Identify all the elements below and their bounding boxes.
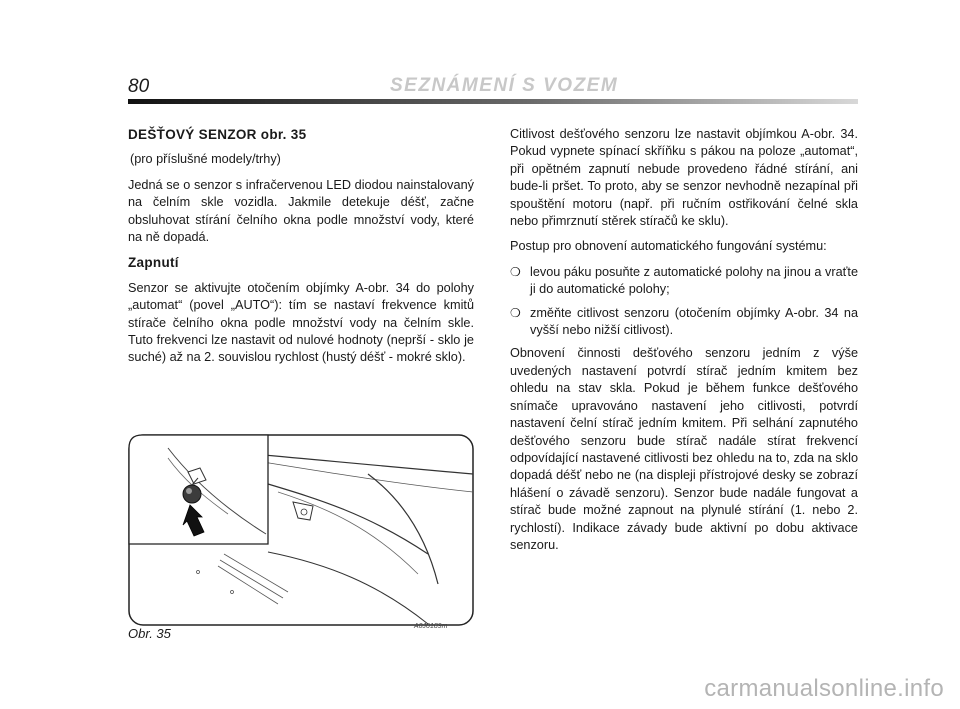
list-item <box>510 264 858 299</box>
activation-heading: Zapnutí <box>128 255 179 271</box>
list-item <box>510 305 858 340</box>
header-rule <box>128 99 858 104</box>
models-note: (pro příslušné modely/trhy) <box>130 152 281 167</box>
bullet-circle-icon: ❍ <box>510 305 521 320</box>
rain-sensor-figure <box>128 434 474 626</box>
list-item-text: změňte citlivost senzoru (otočením objímky A-obr. 34 na vyšší nebo nižší citlivost). <box>530 305 858 338</box>
sensitivity-text: Citlivost dešťového senzoru lze nastavit objímkou A-obr. 34. Pokud vypnete spínací skříňku s pákou na poloze „automat“, při opětném zapnutí nebude provedeno řádné stírání, ani bude-li pršet. To proto, aby se senzor nevhodně nezapínal při spouštění motoru (např. při ručním ostřikování čelné skla nebo přimrznutí stěrek stíračů ke sklu). <box>510 127 858 229</box>
sensor-description: Jedná se o senzor s infračervenou LED diodou nainstalovaný na čelním skle vozidla. Jakmile detekuje déšť, začne obsluhovat stírání čelního okna podle množství vody, které na ně dopadá. <box>128 177 474 245</box>
left-column <box>128 126 474 375</box>
rain-sensor-heading: DEŠŤOVÝ SENZOR obr. 35 <box>128 127 307 142</box>
bullet-circle-icon: ❍ <box>510 264 521 279</box>
watermark[interactable]: carmanualsonline.info <box>704 675 944 702</box>
figure-caption: Obr. 35 <box>128 626 171 641</box>
activation-text: Senzor se aktivujte otočením objímky A-obr. 34 do polohy „automat“ (povel „AUTO“): tím se nastaví frekvence kmitů stírače čelního okna podle množství vody na čelním skle. Tuto frekvenci lze nastavit od nulové hodnoty (neprší - sklo je suché) až na 2. souvislou rychlost (hustý déšť - mokré sklo). <box>128 280 474 365</box>
list-item-text: levou páku posuňte z automatické polohy na jinou a vraťte ji do automatické polohy; <box>530 264 858 297</box>
figure-code: A0J0189m <box>414 623 448 630</box>
section-title: SEZNÁMENÍ S VOZEM <box>390 75 619 96</box>
right-column <box>510 126 858 562</box>
page-number: 80 <box>128 76 150 97</box>
restore-intro: Postup pro obnovení automatického fungování systému: <box>510 239 827 254</box>
windshield-illustration <box>128 434 474 626</box>
restore-details: Obnovení činnosti dešťového senzoru jedním z výše uvedených nastavení potvrdí stírač jedním kmitem bez ohledu na stav skla. Pokud je během funkce dešťového snímače upravováno nastavení jeho citlivosti, potvrdí nastavení čelní stírač jedním kmitem. Při selhání zapnutého dešťového senzoru bude stírač nadále stírat frekvencí odpovídající nastavené citlivosti bez ohledu na to, zda na sklo dopadá déšť nebo ne (na displeji přístrojové desky se zobrazí hlášení o závadě senzoru). Senzor bude nadále fungovat a stírač bude možné zapnout na plynulé stírání (1. nebo 2. rychlostí). Indikace závady bude aktivní po dobu aktivace senzoru. <box>510 346 858 552</box>
